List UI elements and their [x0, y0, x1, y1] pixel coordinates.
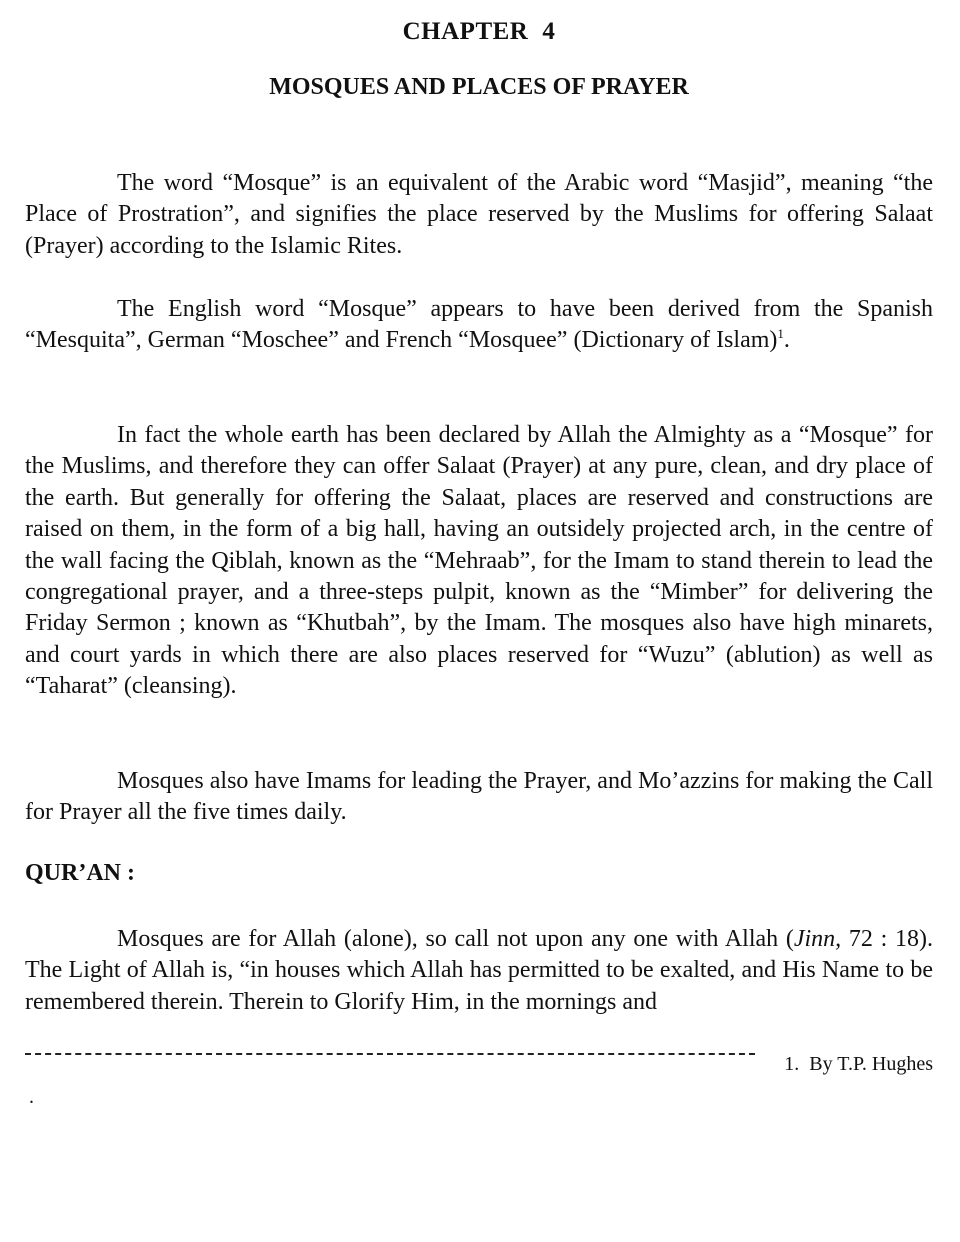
- footnote-marker: 1: [777, 326, 784, 342]
- footnote-divider: [25, 1053, 755, 1055]
- footnote-text: 1. By T.P. Hughes: [784, 1053, 933, 1075]
- section-heading: QUR’AN :: [25, 860, 135, 886]
- chapter-title: MOSQUES AND PLACES OF PRAYER: [269, 74, 689, 100]
- chapter-heading: [25, 18, 933, 46]
- chapter-label: CHAPTER: [402, 18, 529, 45]
- paragraph-2: [25, 294, 933, 357]
- paragraph-3: In fact the whole earth has been declared by Allah the Almighty as a “Mosque” for the Muslims, and therefore they can offer Salaat (Prayer) at any pure, clean, and dry place of the earth. But generally for offering the Salaat, places are reserved and constructions are raised on them, in the form of a big hall, having an outsidely projected arch, in the centre of the wall facing the Qiblah, known as the “Mehraab”, for the Imam to stand therein to lead the congregational prayer, and a three-steps pulpit, known as the “Mimber” for delivering the Friday Sermon ; known as “Khutbah”, by the Imam. The mosques also have high minarets, and court yards in which there are also places reserved for “Wuzu” (ablution) as well as “Taharat” (cleansing).: [25, 422, 933, 700]
- paragraph-5-start: Mosques are for Allah (alone), so call not upon any one with Allah (: [117, 926, 794, 952]
- paragraph-1: The word “Mosque” is an equivalent of the Arabic word “Masjid”, meaning “the Place of Prostration”, and signifies the place reserved by the Muslims for offering Salaat (Prayer) according to the Islamic Rites.: [25, 170, 933, 259]
- paragraph-4: Mosques also have Imams for leading the Prayer, and Mo’azzins for making the Call for Prayer all the five times daily.: [25, 768, 933, 826]
- quran-reference: Jinn,: [793, 926, 842, 952]
- paragraph-5-rest: 72 : 18). The Light of Allah is, “in houses which Allah has permitted to be exalted, and His Name to be remembered therein. Therein to Glorify Him, in the mornings and: [25, 926, 934, 1015]
- paragraph-2-text: The English word “Mosque” appears to have been derived from the Spanish “Mesquita”, German “Moschee” and French “Mosquee” (Dictionary of Islam): [25, 296, 933, 354]
- paragraph-2-end: .: [783, 327, 790, 354]
- stray-mark: .: [29, 1086, 34, 1108]
- chapter-number: 4: [542, 18, 556, 45]
- paragraph-5: [25, 924, 933, 1018]
